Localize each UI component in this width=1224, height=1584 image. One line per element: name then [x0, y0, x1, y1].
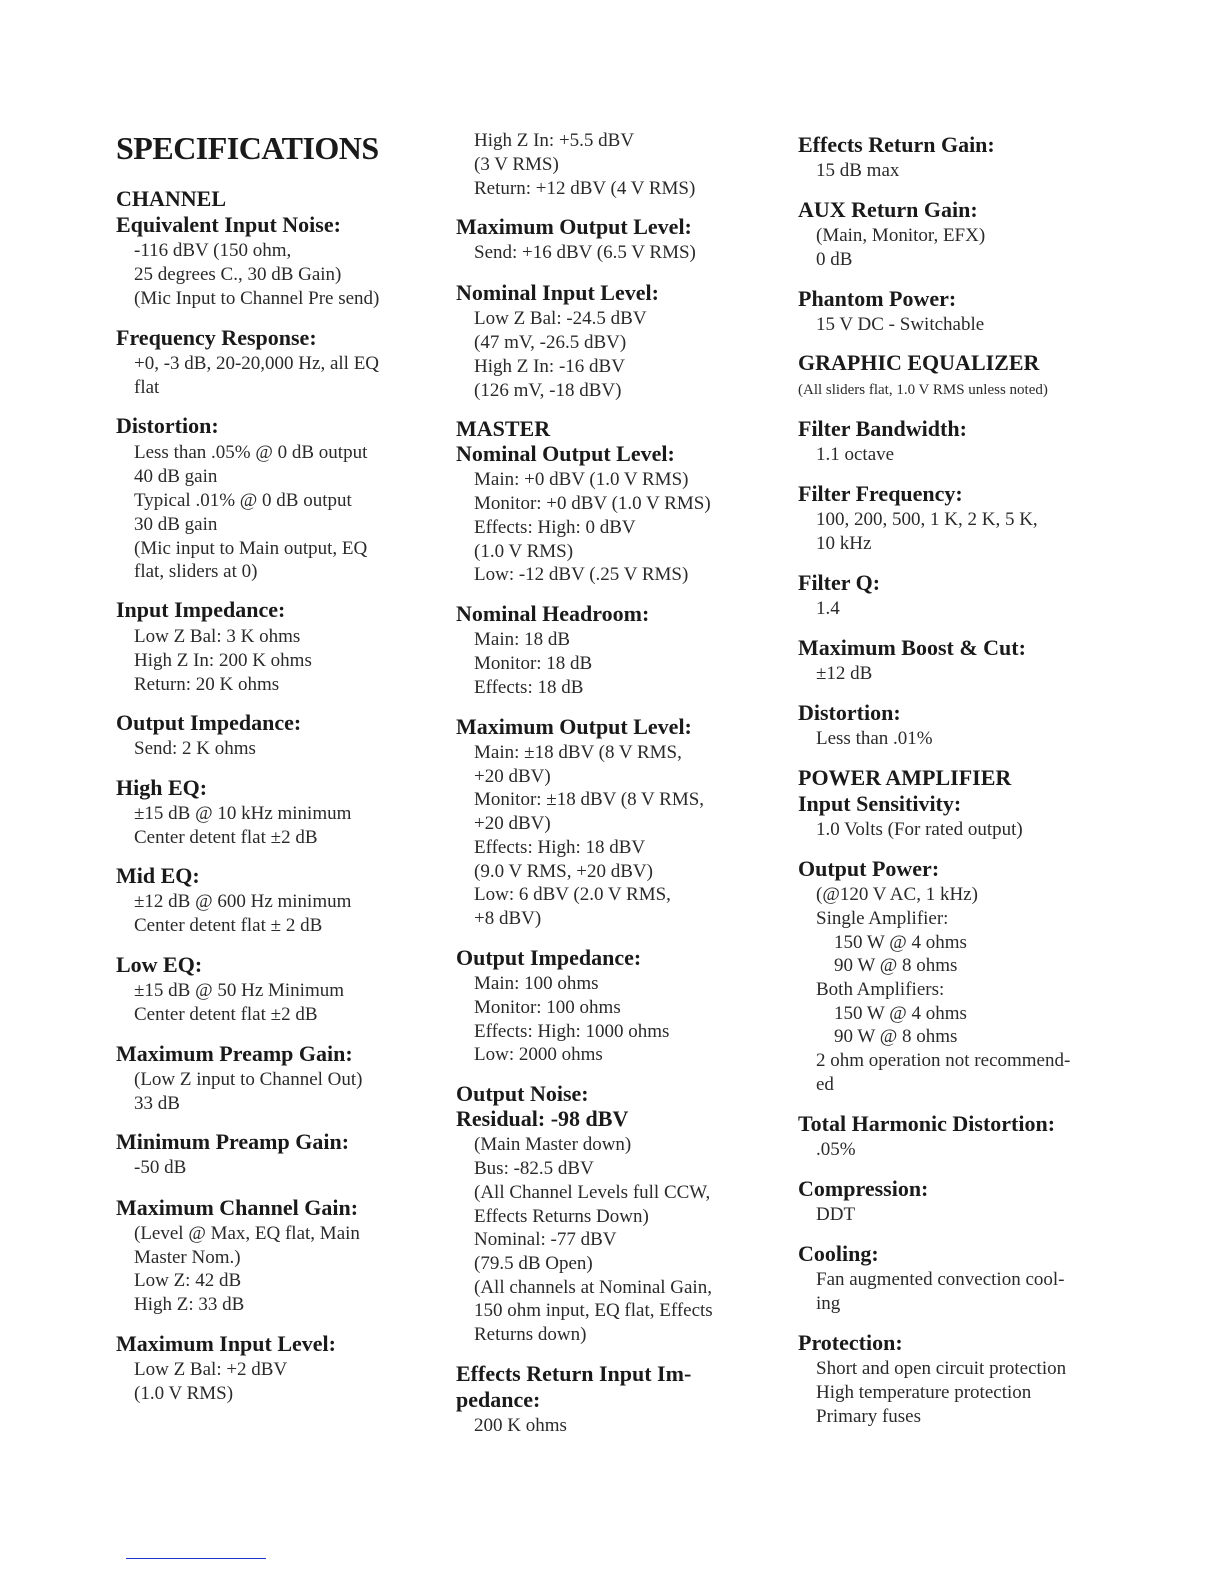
spec-line: 1.1 octave	[816, 444, 895, 465]
spec-line: Effects: 18 dB	[474, 677, 584, 698]
spec-heading: Effects Return Gain:	[798, 132, 995, 157]
spec-line: (@120 V AC, 1 kHz)	[816, 884, 978, 905]
spec-line: 0 dB	[816, 249, 853, 270]
spec-line: Less than .01%	[816, 728, 933, 749]
spec-heading: Residual: -98 dBV	[456, 1106, 629, 1131]
spec-line: 90 W @ 8 ohms	[834, 955, 958, 976]
spec-line: High Z In: +5.5 dBV	[474, 130, 635, 151]
spec-line: 150 ohm input, EQ flat, Effects	[474, 1300, 713, 1321]
spec-line: Center detent flat ±2 dB	[134, 1004, 318, 1025]
spec-line: (47 mV, -26.5 dBV)	[474, 332, 627, 353]
section-note: (All sliders flat, 1.0 V RMS unless noted)	[798, 382, 1048, 398]
spec-line: (1.0 V RMS)	[134, 1383, 234, 1404]
spec-line: (1.0 V RMS)	[474, 541, 574, 562]
spec-line: (Low Z input to Channel Out)	[134, 1069, 363, 1090]
spec-line: High temperature protection	[816, 1382, 1032, 1403]
spec-heading: Distortion:	[798, 700, 901, 725]
spec-line: High Z In: -16 dBV	[474, 356, 625, 377]
spec-line: Low Z Bal: +2 dBV	[134, 1359, 288, 1380]
spec-heading: Output Impedance:	[456, 945, 642, 970]
spec-line: Single Amplifier:	[816, 908, 949, 929]
spec-line: (Level @ Max, EQ flat, Main	[134, 1223, 360, 1244]
spec-heading: Total Harmonic Distortion:	[798, 1111, 1056, 1136]
spec-heading: Maximum Channel Gain:	[116, 1195, 359, 1220]
spec-line: Nominal: -77 dBV	[474, 1229, 617, 1250]
spec-line: Both Amplifiers:	[816, 979, 945, 1000]
section-heading-master: MASTER	[456, 416, 551, 441]
spec-line: Low: -12 dBV (.25 V RMS)	[474, 564, 689, 585]
spec-heading: Maximum Input Level:	[116, 1331, 336, 1356]
spec-line: Send: +16 dBV (6.5 V RMS)	[474, 242, 696, 263]
spec-heading: Maximum Output Level:	[456, 714, 692, 739]
spec-line: 30 dB gain	[134, 514, 218, 535]
spec-line: ±12 dB @ 600 Hz minimum	[134, 891, 352, 912]
spec-line: -50 dB	[134, 1157, 187, 1178]
page-title: SPECIFICATIONS	[116, 130, 379, 166]
spec-heading: Nominal Input Level:	[456, 280, 659, 305]
spec-heading: Input Impedance:	[116, 597, 286, 622]
spec-line: (Mic input to Main output, EQ	[134, 538, 368, 559]
spec-line: Main: 18 dB	[474, 629, 571, 650]
spec-line: Center detent flat ± 2 dB	[134, 915, 323, 936]
spec-heading: Output Noise:	[456, 1081, 589, 1106]
spec-heading: Nominal Headroom:	[456, 601, 650, 626]
spec-line: (All channels at Nominal Gain,	[474, 1277, 712, 1298]
spec-line: Main: ±18 dBV (8 V RMS,	[474, 742, 682, 763]
spec-line: 1.4	[816, 598, 840, 619]
spec-line: 10 kHz	[816, 533, 872, 554]
spec-line: flat	[134, 377, 160, 398]
spec-line: (3 V RMS)	[474, 154, 559, 175]
spec-line: (All Channel Levels full CCW,	[474, 1182, 711, 1203]
spec-line: +0, -3 dB, 20-20,000 Hz, all EQ	[134, 353, 380, 374]
spec-line: Low: 6 dBV (2.0 V RMS,	[474, 884, 671, 905]
spec-line: Effects: High: 0 dBV	[474, 517, 636, 538]
spec-line: ±15 dB @ 10 kHz minimum	[134, 803, 352, 824]
spec-line: 33 dB	[134, 1093, 180, 1114]
spec-heading: pedance:	[456, 1387, 541, 1412]
spec-line: Master Nom.)	[134, 1247, 241, 1268]
spec-heading: Phantom Power:	[798, 286, 957, 311]
spec-line: ing	[816, 1293, 841, 1314]
spec-line: 40 dB gain	[134, 466, 218, 487]
spec-line: -116 dBV (150 ohm,	[134, 240, 292, 261]
spec-line: Low Z Bal: -24.5 dBV	[474, 308, 647, 329]
spec-line: .05%	[816, 1139, 856, 1160]
spec-heading: AUX Return Gain:	[798, 197, 978, 222]
spec-line: 15 V DC - Switchable	[816, 314, 985, 335]
spec-line: Bus: -82.5 dBV	[474, 1158, 594, 1179]
spec-line: Short and open circuit protection	[816, 1358, 1067, 1379]
spec-heading: Low EQ:	[116, 952, 203, 977]
spec-line: (Mic Input to Channel Pre send)	[134, 288, 380, 309]
spec-heading: Protection:	[798, 1330, 903, 1355]
spec-line: 100, 200, 500, 1 K, 2 K, 5 K,	[816, 509, 1038, 530]
spec-heading: Maximum Boost & Cut:	[798, 635, 1026, 660]
spec-line: 150 W @ 4 ohms	[834, 932, 967, 953]
spec-line: (Main, Monitor, EFX)	[816, 225, 986, 246]
spec-heading: Nominal Output Level:	[456, 441, 675, 466]
spec-heading: Cooling:	[798, 1241, 879, 1266]
spec-heading: Filter Q:	[798, 570, 881, 595]
spec-line: (79.5 dB Open)	[474, 1253, 593, 1274]
section-heading-power-amplifier: POWER AMPLIFIER	[798, 765, 1012, 790]
spec-heading: Equivalent Input Noise:	[116, 212, 341, 237]
spec-heading: Mid EQ:	[116, 863, 200, 888]
spec-line: 150 W @ 4 ohms	[834, 1003, 967, 1024]
spec-line: Fan augmented convection cool-	[816, 1269, 1065, 1290]
footnote-divider	[126, 1558, 266, 1559]
spec-line: ±15 dB @ 50 Hz Minimum	[134, 980, 345, 1001]
spec-line: +20 dBV)	[474, 766, 551, 787]
spec-line: Return: +12 dBV (4 V RMS)	[474, 178, 696, 199]
spec-line: Effects: High: 18 dBV	[474, 837, 646, 858]
spec-line: Effects Returns Down)	[474, 1206, 649, 1227]
spec-heading: Minimum Preamp Gain:	[116, 1129, 350, 1154]
spec-line: Low: 2000 ohms	[474, 1044, 603, 1065]
spec-line: Effects: High: 1000 ohms	[474, 1021, 670, 1042]
spec-heading: Input Sensitivity:	[798, 791, 962, 816]
spec-line: Returns down)	[474, 1324, 587, 1345]
spec-line: Monitor: 100 ohms	[474, 997, 621, 1018]
spec-line: 15 dB max	[816, 160, 900, 181]
spec-heading: Filter Frequency:	[798, 481, 963, 506]
spec-line: 90 W @ 8 ohms	[834, 1026, 958, 1047]
section-heading-channel: CHANNEL	[116, 186, 227, 211]
spec-heading: Maximum Output Level:	[456, 214, 692, 239]
section-heading-graphic-eq: GRAPHIC EQUALIZER	[798, 350, 1040, 375]
spec-heading: Distortion:	[116, 413, 219, 438]
spec-line: ed	[816, 1074, 834, 1095]
spec-heading: Output Impedance:	[116, 710, 302, 735]
spec-line: Monitor: +0 dBV (1.0 V RMS)	[474, 493, 711, 514]
spec-heading: Maximum Preamp Gain:	[116, 1041, 353, 1066]
spec-line: High Z: 33 dB	[134, 1294, 245, 1315]
spec-line: Primary fuses	[816, 1406, 922, 1427]
spec-heading: High EQ:	[116, 775, 208, 800]
spec-line: Monitor: ±18 dBV (8 V RMS,	[474, 789, 705, 810]
spec-line: flat, sliders at 0)	[134, 561, 258, 582]
spec-line: Center detent flat ±2 dB	[134, 827, 318, 848]
spec-line: 1.0 Volts (For rated output)	[816, 819, 1023, 840]
spec-heading: Compression:	[798, 1176, 929, 1201]
spec-line: Send: 2 K ohms	[134, 738, 256, 759]
spec-line: Less than .05% @ 0 dB output	[134, 442, 368, 463]
spec-line: Main: +0 dBV (1.0 V RMS)	[474, 469, 689, 490]
spec-line: +8 dBV)	[474, 908, 542, 929]
spec-line: Return: 20 K ohms	[134, 674, 280, 695]
spec-heading: Effects Return Input Im-	[456, 1361, 692, 1386]
spec-line: Main: 100 ohms	[474, 973, 599, 994]
spec-heading: Filter Bandwidth:	[798, 416, 967, 441]
spec-line: (9.0 V RMS, +20 dBV)	[474, 861, 653, 882]
spec-line: Low Z: 42 dB	[134, 1270, 242, 1291]
spec-line: Low Z Bal: 3 K ohms	[134, 626, 301, 647]
spec-line: 2 ohm operation not recommend-	[816, 1050, 1071, 1071]
spec-line: ±12 dB	[816, 663, 873, 684]
spec-line: 200 K ohms	[474, 1415, 567, 1436]
spec-line: Typical .01% @ 0 dB output	[134, 490, 352, 511]
spec-line: 25 degrees C., 30 dB Gain)	[134, 264, 342, 285]
spec-line: Monitor: 18 dB	[474, 653, 593, 674]
spec-line: DDT	[816, 1204, 856, 1225]
spec-line: (Main Master down)	[474, 1134, 632, 1155]
spec-line: High Z In: 200 K ohms	[134, 650, 312, 671]
spec-line: +20 dBV)	[474, 813, 551, 834]
spec-line: (126 mV, -18 dBV)	[474, 380, 622, 401]
spec-heading: Frequency Response:	[116, 325, 317, 350]
spec-heading: Output Power:	[798, 856, 940, 881]
